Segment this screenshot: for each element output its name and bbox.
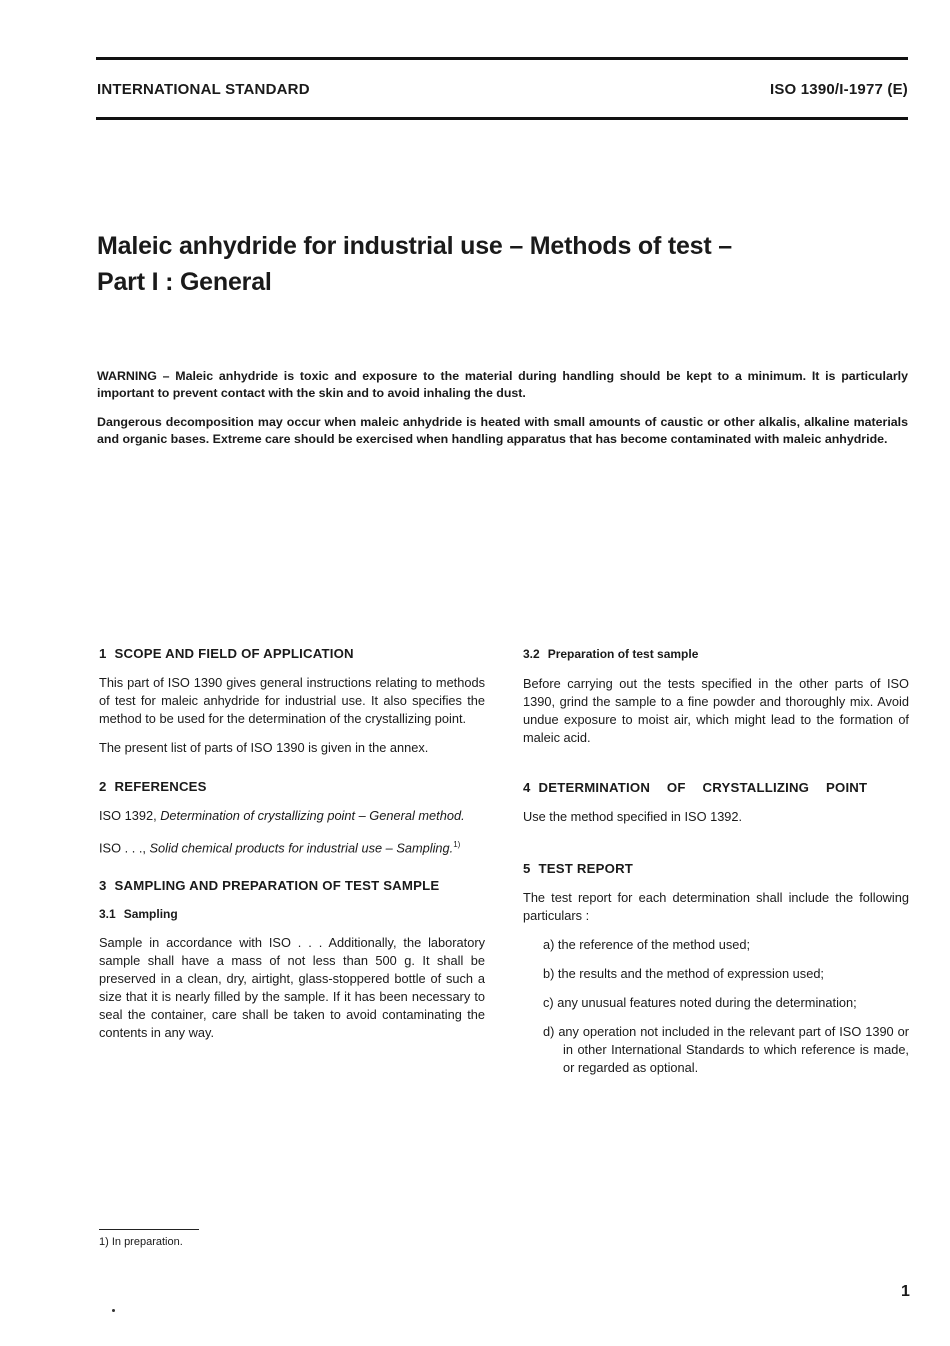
- section-3-title: SAMPLING AND PREPARATION OF TEST SAMPLE: [114, 878, 440, 894]
- title-line-1: Maleic anhydride for industrial use – Methods of test –: [97, 232, 732, 260]
- section-3-number: 3: [99, 878, 107, 894]
- subsection-3-2-number: 3.2: [523, 647, 540, 661]
- standard-number: ISO 1390/I-1977 (E): [769, 81, 908, 98]
- document-title: [97, 228, 732, 300]
- document-type-label: INTERNATIONAL STANDARD: [97, 81, 310, 98]
- section-4-title: DETERMINATION OF CRYSTALLIZING POINT: [538, 780, 868, 795]
- title-line-2: Part I : General: [97, 268, 272, 296]
- reference-iso-1392: [99, 807, 485, 825]
- list-item: d) any operation not included in the relevant part of ISO 1390 or in other International Standards to which reference is made, or regarded as optional.: [543, 1024, 909, 1075]
- section-1-paragraph-2: The present list of parts of ISO 1390 is given in the annex.: [99, 740, 429, 755]
- section-3-heading: [99, 877, 485, 895]
- reference-iso-sampling: [99, 836, 485, 857]
- section-5-number: 5: [523, 861, 531, 876]
- list-item: c) any unusual features noted during the determination;: [543, 995, 857, 1010]
- section-5-title: TEST REPORT: [538, 861, 634, 876]
- warning-paragraph-2: Dangerous decomposition may occur when maleic anhydride is heated with small amounts of caustic or other alkalis, alkaline materials and organic bases. Extreme care should be exercised when handling apparatus that has become contaminated with maleic anhydride.: [97, 415, 908, 446]
- subsection-3-1-paragraph: Sample in accordance with ISO . . . Additionally, the laboratory sample shall have a mass of not less than 500 g. It shall be preserved in a clean, dry, airtight, glass-stoppered bottle of such a size that it is nearly filled by the sample. If it has been necessary to seal the container, care shall be taken to avoid contaminating the contents in any way.: [99, 935, 485, 1041]
- section-1-paragraph-1: This part of ISO 1390 gives general instructions relating to methods of test for maleic anhydride for industrial use. It also specifies the method to be used for the determination of the crystallizing point.: [99, 675, 485, 726]
- left-column: [99, 645, 485, 1042]
- section-2-number: 2: [99, 779, 107, 794]
- footnote-marker: 1): [453, 840, 461, 849]
- footnote-rule: [99, 1229, 199, 1230]
- warning-paragraph-1: WARNING – Maleic anhydride is toxic and exposure to the material during handling should be kept to a minimum. It is particularly important to prevent contact with the skin and to avoid inhaling the dust.: [97, 369, 908, 400]
- subsection-3-2-title: Preparation of test sample: [547, 647, 699, 661]
- subsection-3-1-heading: [99, 905, 485, 923]
- reference-1-title: Determination of crystallizing point – General method.: [160, 808, 465, 823]
- list-item: a) the reference of the method used;: [543, 937, 751, 952]
- section-1-number: 1: [99, 646, 107, 661]
- section-2-title: REFERENCES: [114, 779, 207, 794]
- right-column: [523, 645, 909, 1077]
- section-1-title: SCOPE AND FIELD OF APPLICATION: [114, 646, 354, 661]
- header-top-rule: [96, 57, 908, 60]
- section-5-intro: The test report for each determination shall include the following particulars :: [523, 890, 909, 923]
- section-4-paragraph: Use the method specified in ISO 1392.: [523, 809, 743, 824]
- subsection-3-1-title: Sampling: [123, 907, 178, 922]
- list-item: b) the results and the method of expression used;: [543, 966, 824, 981]
- section-5-heading: [523, 860, 909, 878]
- footnote: 1) In preparation.: [99, 1236, 183, 1248]
- test-report-list: [523, 936, 909, 1077]
- header-bottom-rule: [96, 117, 908, 120]
- reference-1-code: ISO 1392,: [99, 808, 157, 823]
- subsection-3-2-heading: [523, 645, 909, 663]
- subsection-3-1-number: 3.1: [99, 907, 116, 922]
- subsection-3-2-paragraph: Before carrying out the tests specified in the other parts of ISO 1390, grind the sample to a fine powder and thoroughly mix. Avoid undue exposure to moist air, which might lead to the formation of maleic acid.: [523, 676, 909, 745]
- reference-2-title: Solid chemical products for industrial use – Sampling.: [149, 840, 454, 856]
- reference-2-code: ISO . . .,: [99, 840, 146, 856]
- section-1-heading: [99, 645, 485, 663]
- section-4-heading: [523, 779, 909, 797]
- section-4-number: 4: [523, 780, 531, 795]
- page-number: 1: [901, 1283, 910, 1300]
- section-2-heading: [99, 778, 485, 796]
- scan-speck: [112, 1309, 115, 1312]
